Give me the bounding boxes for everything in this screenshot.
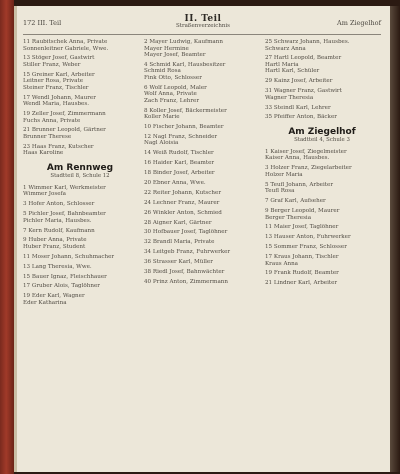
entry-text: Brunner Therese [23,133,72,140]
entry-text: 14 Weiß Rudolf, Tischler [144,150,214,157]
directory-entry [23,283,137,290]
entry-text: 30 Hofbauer Josef, Taglöhner [144,229,228,236]
entry-text: Wendl Maria, Hausbes. [23,101,89,108]
entry-text: Teufl Rosa [265,188,295,195]
directory-entry [144,134,258,147]
directory-entry [23,293,137,306]
directory-entry [265,88,379,101]
directory-entry [23,144,137,157]
directory-entry [23,127,137,140]
entry-text: Hartl Karl, Schüler [265,68,320,75]
entry-text: Nagl Aloisia [144,140,179,147]
entry-text: Fink Otto, Schlosser [144,74,202,81]
entry-text: Sonnenleitner Gabriele, Wwe. [23,45,109,52]
entry-text: Holzer Maria [265,171,303,178]
entry-text: 19 Frank Rudolf, Beamter [265,270,339,277]
directory-entry [144,180,258,187]
directory-entry [144,249,258,256]
directory-entry [265,165,379,178]
entry-text: 21 Lindner Karl, Arbeiter [265,280,338,287]
directory-entry [23,55,137,68]
entry-text: 1 Wimmer Karl, Werkmeister [23,184,106,191]
directory-entry [265,198,379,205]
directory-entry [23,254,137,261]
entry-text: 7 Graf Karl, Aufseher [265,198,326,205]
entry-text: Mayer Hermine [144,45,189,52]
entry-text: 24 Lechner Franz, Maurer [144,199,220,206]
directory-entry [144,85,258,105]
directory-entry [23,185,137,198]
directory-entry [144,210,258,217]
entry-text: 11 Raubitschek Anna, Private [23,39,108,45]
entry-text: 28 Aigner Karl, Gärtner [144,219,212,226]
entry-text: Stiller Franz, Weber [23,61,81,68]
entry-text: Wolf Anna, Private [144,91,197,98]
book-spine [0,0,14,474]
column-3 [265,39,379,290]
column-1 [23,39,137,310]
entry-text: Hartl Maria [265,61,299,68]
entry-text: 5 Teufl Johann, Arbeiter [265,181,333,188]
directory-page [17,6,390,472]
directory-entry [265,234,379,241]
entry-text: 19 Zeller Josef, Zimmermann [23,111,106,118]
entry-text: 4 Schmid Karl, Hausbesitzer [144,61,226,68]
directory-entry [144,279,258,286]
entry-text: Leitner Rosa, Private [23,78,84,85]
directory-entry [144,239,258,246]
entry-text: 9 Huber Anna, Private [23,237,87,244]
directory-entry [265,39,379,52]
entry-text: 18 Binder Josef, Arbeiter [144,170,215,177]
running-head-right: Am Ziegelhof [337,19,381,27]
entry-text: Wagner Theresia [265,94,314,101]
entry-text: 10 Fischer Johann, Beamter [144,124,224,131]
entry-text: 17 Wendl Johann, Maurer [23,94,96,101]
directory-entry [23,274,137,281]
entry-text: 15 Bauer Ignaz, Fleischhauer [23,273,107,280]
entry-text: 22 Reiter Johann, Kutscher [144,189,222,196]
directory-entry [144,229,258,236]
entry-text: 21 Brunner Leopold, Gärtner [23,127,106,134]
entry-text: 1 Kaiser Josef, Ziegelmeister [265,148,347,155]
entry-text: 13 Stöger Josef, Gastwirt [23,55,95,62]
directory-entry [265,208,379,221]
entry-text: Eder Katharina [23,299,67,306]
directory-entry [23,111,137,124]
entry-text: 11 Moser Johann, Schuhmacher [23,253,115,260]
directory-entry [23,95,137,108]
directory-entry [265,114,379,121]
directory-entry [144,190,258,197]
entry-text: 5 Pichler Josef, Bahnbeamter [23,211,106,218]
directory-entry [144,124,258,131]
entry-text: Schmid Rosa [144,68,181,75]
entry-text: 16 Haider Karl, Beamter [144,160,215,167]
entry-text: 17 Gruber Alois, Taglöhner [23,283,100,290]
column-2 [144,39,258,289]
directory-entry [265,55,379,75]
street-heading: Am Rennweg [46,162,114,173]
directory-entry [23,237,137,250]
directory-entry [144,259,258,266]
entry-text: Berger Theresia [265,214,312,221]
entry-text: 23 Haas Franz, Kutscher [23,143,94,150]
entry-text: 25 Schwarz Johann, Hausbes. [265,39,350,45]
entry-text: 27 Hartl Leopold, Beamter [265,55,342,62]
entry-text: 31 Wagner Franz, Gastwirt [265,88,342,95]
street-subheading: Stadtteil 4, Schule 3 [294,137,350,144]
entry-text: Koller Marie [144,114,180,121]
entry-text: 33 Steindl Karl, Lehrer [265,104,331,111]
entry-text: 38 Riedl Josef, Bahnwächter [144,269,225,276]
directory-entry [23,201,137,208]
page-header [23,16,381,35]
directory-entry [265,149,379,162]
directory-entry [144,200,258,207]
entry-text: 35 Pfeiffer Anton, Bäcker [265,114,337,121]
entry-text: Fuchs Anna, Private [23,117,81,124]
entry-text: Kraus Anna [265,260,299,267]
part-title: II. Teil Straßenverzeichnis [175,14,230,29]
entry-text: 8 Koller Josef, Bäckermeister [144,107,227,114]
entry-text: Pichler Maria, Hausbes. [23,217,92,224]
entry-text: Huber Franz, Student [23,243,86,250]
entry-text: 2 Mayer Ludwig, Kaufmann [144,39,223,45]
directory-entry [23,211,137,224]
entry-text: 17 Kraus Johann, Tischler [265,254,339,261]
directory-entry [265,270,379,277]
directory-entry [23,264,137,271]
entry-text: 6 Wolf Leopold, Maler [144,84,207,91]
directory-entry [144,269,258,276]
entry-text: Mayer Josef, Beamter [144,52,206,58]
entry-text: Wimmer Josefa [23,191,67,198]
entry-text: 9 Berger Leopold, Maurer [265,208,340,215]
entry-text: Haas Karoline [23,150,64,157]
entry-text: 20 Ebner Anna, Wwe. [144,180,206,187]
directory-entry [144,150,258,157]
directory-entry [265,244,379,251]
entry-text: 40 Prinz Anton, Zimmermann [144,278,228,285]
entry-text: 3 Hofer Anton, Schlosser [23,201,95,208]
directory-entry [23,72,137,92]
entry-text: Steiner Franz, Tischler [23,84,89,91]
entry-text: 19 Eder Karl, Wagner [23,293,85,300]
directory-entry [265,182,379,195]
entry-text: 13 Hauser Anton, Fuhrwerker [265,234,351,241]
directory-entry [144,108,258,121]
entry-text: Zach Franz, Lehrer [144,97,200,104]
directory-entry [23,39,137,52]
directory-entry [144,220,258,227]
directory-entry [265,224,379,231]
entry-text: Schwarz Anna [265,45,306,52]
entry-text: 3 Holzer Franz, Ziegelarbeiter [265,165,352,172]
directory-entry [265,280,379,287]
entry-text: 11 Maier Josef, Taglöhner [265,224,339,231]
entry-text: 13 Lang Theresia, Wwe. [23,263,92,270]
entry-text: 26 Winkler Anton, Schmied [144,209,222,216]
entry-text: Kaiser Anna, Hausbes. [265,155,330,162]
page-number-left: 172 III. Teil [23,19,62,27]
directory-entry [265,254,379,267]
street-subheading: Stadtteil 8, Schule 12 [50,173,110,180]
directory-entry [144,170,258,177]
directory-entry [144,62,258,82]
street-heading: Am Ziegelhof [288,126,356,137]
entry-text: 7 Kern Rudolf, Kaufmann [23,227,95,234]
directory-entry [265,105,379,112]
page-shadow [390,6,400,472]
entry-text: 29 Kainz Josef, Arbeiter [265,78,333,85]
entry-text: 12 Nagl Franz, Schneider [144,133,218,140]
entry-text: 32 Brandl Maria, Private [144,239,215,246]
entry-text: 15 Greiner Karl, Arbeiter [23,71,95,78]
directory-entry [23,228,137,235]
entry-text: 36 Strasser Karl, Müller [144,259,213,266]
directory-entry [144,160,258,167]
entry-text: 34 Leitgeb Franz, Fuhrwerker [144,249,231,256]
entry-text: 15 Sommer Franz, Schlosser [265,244,347,251]
directory-entry [265,78,379,85]
directory-entry [144,39,258,59]
